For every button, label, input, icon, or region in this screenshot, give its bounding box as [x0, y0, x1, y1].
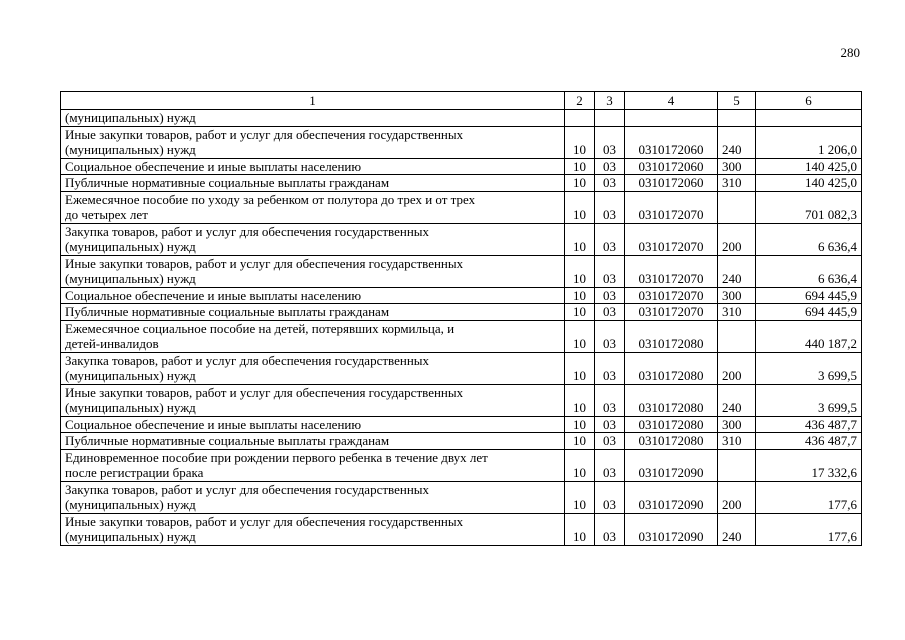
- row-name-cell: [61, 513, 565, 545]
- section-code-cell: 10: [565, 352, 595, 384]
- row-name-line: Публичные нормативные социальные выплаты гражданам: [65, 304, 390, 319]
- target-article-cell: 0310172090: [625, 481, 718, 513]
- expense-type-cell: 310: [718, 433, 756, 450]
- expense-type-cell: [718, 110, 756, 127]
- row-name-line: (муниципальных) нужд: [65, 239, 196, 254]
- table-row: [61, 352, 862, 384]
- section-code-cell: 10: [565, 304, 595, 321]
- expense-type-cell: [718, 191, 756, 223]
- subsection-code-cell: 03: [595, 287, 625, 304]
- subsection-code-cell: 03: [595, 191, 625, 223]
- table-row: [61, 449, 862, 481]
- target-article-cell: 0310172070: [625, 223, 718, 255]
- row-name-line: (муниципальных) нужд: [65, 271, 196, 286]
- page-number: 280: [840, 45, 860, 60]
- section-code-cell: [565, 110, 595, 127]
- row-name-line: Закупка товаров, работ и услуг для обеспечения государственных: [65, 352, 430, 368]
- row-name-line: Социальное обеспечение и иные выплаты населению: [65, 416, 362, 432]
- section-code-cell: 10: [565, 416, 595, 433]
- row-name-line: Иные закупки товаров, работ и услуг для обеспечения государственных: [65, 255, 464, 271]
- table-row: [61, 384, 862, 416]
- table-row: [61, 481, 862, 513]
- row-name-line: Ежемесячное социальное пособие на детей, потерявших кормильца, и: [65, 320, 455, 336]
- section-code-cell: 10: [565, 255, 595, 287]
- expense-type-cell: 300: [718, 416, 756, 433]
- section-code-cell: 10: [565, 481, 595, 513]
- amount-cell: 177,6: [756, 513, 862, 545]
- target-article-cell: 0310172060: [625, 158, 718, 175]
- row-name-cell: [61, 352, 565, 384]
- row-name-line: (муниципальных) нужд: [65, 368, 196, 383]
- table-row: [61, 304, 862, 321]
- table-header-row: [61, 92, 862, 110]
- budget-table-body: [61, 92, 862, 546]
- row-name-line: (муниципальных) нужд: [65, 529, 196, 544]
- row-name-line: Ежемесячное пособие по уходу за ребенком от полутора до трех и от трех: [65, 191, 476, 207]
- subsection-code-cell: 03: [595, 158, 625, 175]
- subsection-code-cell: 03: [595, 255, 625, 287]
- target-article-cell: 0310172080: [625, 320, 718, 352]
- header-cell-1: 1: [61, 92, 565, 110]
- row-name-line: Публичные нормативные социальные выплаты гражданам: [65, 433, 390, 448]
- expense-type-cell: 200: [718, 352, 756, 384]
- header-cell-3: 3: [595, 92, 625, 110]
- subsection-code-cell: 03: [595, 513, 625, 545]
- table-row: [61, 191, 862, 223]
- amount-cell: 694 445,9: [756, 287, 862, 304]
- row-name-line: Закупка товаров, работ и услуг для обеспечения государственных: [65, 223, 430, 239]
- table-row: [61, 126, 862, 158]
- target-article-cell: 0310172090: [625, 513, 718, 545]
- row-name-line: Социальное обеспечение и иные выплаты населению: [65, 287, 362, 303]
- expense-type-cell: 240: [718, 384, 756, 416]
- target-article-cell: 0310172080: [625, 384, 718, 416]
- expense-type-cell: 300: [718, 287, 756, 304]
- target-article-cell: 0310172060: [625, 126, 718, 158]
- row-name-cell: [61, 255, 565, 287]
- table-row: [61, 255, 862, 287]
- row-name-line: (муниципальных) нужд: [65, 142, 196, 157]
- target-article-cell: [625, 110, 718, 127]
- row-name-cell: [61, 416, 565, 433]
- row-name-cell: [61, 287, 565, 304]
- expense-type-cell: 200: [718, 481, 756, 513]
- amount-cell: 6 636,4: [756, 255, 862, 287]
- target-article-cell: 0310172070: [625, 255, 718, 287]
- section-code-cell: 10: [565, 126, 595, 158]
- row-name-cell: [61, 158, 565, 175]
- row-name-line: Иные закупки товаров, работ и услуг для обеспечения государственных: [65, 126, 464, 142]
- section-code-cell: 10: [565, 158, 595, 175]
- target-article-cell: 0310172080: [625, 416, 718, 433]
- row-name-cell: [61, 175, 565, 192]
- expense-type-cell: [718, 449, 756, 481]
- row-name-line: после регистрации брака: [65, 465, 204, 480]
- expense-type-cell: 310: [718, 175, 756, 192]
- subsection-code-cell: 03: [595, 433, 625, 450]
- target-article-cell: 0310172070: [625, 287, 718, 304]
- row-name-cell: [61, 320, 565, 352]
- row-name-cell: [61, 304, 565, 321]
- row-name-cell: [61, 110, 565, 127]
- amount-cell: 6 636,4: [756, 223, 862, 255]
- row-name-line: Социальное обеспечение и иные выплаты населению: [65, 158, 362, 174]
- expense-type-cell: [718, 320, 756, 352]
- header-cell-5: 5: [718, 92, 756, 110]
- row-name-line: (муниципальных) нужд: [65, 110, 196, 125]
- row-name-line: Публичные нормативные социальные выплаты гражданам: [65, 175, 390, 190]
- target-article-cell: 0310172080: [625, 433, 718, 450]
- subsection-code-cell: 03: [595, 320, 625, 352]
- subsection-code-cell: 03: [595, 304, 625, 321]
- row-name-line: Иные закупки товаров, работ и услуг для обеспечения государственных: [65, 384, 464, 400]
- amount-cell: [756, 110, 862, 127]
- table-row: [61, 158, 862, 175]
- section-code-cell: 10: [565, 175, 595, 192]
- amount-cell: 436 487,7: [756, 433, 862, 450]
- amount-cell: 436 487,7: [756, 416, 862, 433]
- table-row: [61, 416, 862, 433]
- row-name-line: до четырех лет: [65, 207, 148, 222]
- row-name-cell: [61, 433, 565, 450]
- table-row: [61, 287, 862, 304]
- section-code-cell: 10: [565, 449, 595, 481]
- row-name-line: Закупка товаров, работ и услуг для обеспечения государственных: [65, 481, 430, 497]
- row-name-line: (муниципальных) нужд: [65, 400, 196, 415]
- section-code-cell: 10: [565, 191, 595, 223]
- expense-type-cell: 310: [718, 304, 756, 321]
- amount-cell: 3 699,5: [756, 384, 862, 416]
- expense-type-cell: 240: [718, 126, 756, 158]
- row-name-cell: [61, 126, 565, 158]
- expense-type-cell: 240: [718, 255, 756, 287]
- amount-cell: 701 082,3: [756, 191, 862, 223]
- target-article-cell: 0310172070: [625, 191, 718, 223]
- subsection-code-cell: 03: [595, 384, 625, 416]
- amount-cell: 3 699,5: [756, 352, 862, 384]
- row-name-cell: [61, 481, 565, 513]
- row-name-line: детей-инвалидов: [65, 336, 159, 351]
- budget-table: [60, 91, 862, 546]
- subsection-code-cell: 03: [595, 175, 625, 192]
- target-article-cell: 0310172080: [625, 352, 718, 384]
- expense-type-cell: 240: [718, 513, 756, 545]
- target-article-cell: 0310172090: [625, 449, 718, 481]
- amount-cell: 177,6: [756, 481, 862, 513]
- subsection-code-cell: 03: [595, 416, 625, 433]
- expense-type-cell: 300: [718, 158, 756, 175]
- amount-cell: 440 187,2: [756, 320, 862, 352]
- target-article-cell: 0310172070: [625, 304, 718, 321]
- row-name-cell: [61, 449, 565, 481]
- row-name-cell: [61, 384, 565, 416]
- amount-cell: 140 425,0: [756, 158, 862, 175]
- amount-cell: 140 425,0: [756, 175, 862, 192]
- row-name-line: Единовременное пособие при рождении первого ребенка в течение двух лет: [65, 449, 488, 465]
- header-cell-6: 6: [756, 92, 862, 110]
- section-code-cell: 10: [565, 287, 595, 304]
- section-code-cell: 10: [565, 513, 595, 545]
- table-row: [61, 110, 862, 127]
- subsection-code-cell: 03: [595, 481, 625, 513]
- amount-cell: 1 206,0: [756, 126, 862, 158]
- table-row: [61, 175, 862, 192]
- subsection-code-cell: 03: [595, 223, 625, 255]
- section-code-cell: 10: [565, 223, 595, 255]
- subsection-code-cell: 03: [595, 352, 625, 384]
- table-row: [61, 433, 862, 450]
- amount-cell: 694 445,9: [756, 304, 862, 321]
- section-code-cell: 10: [565, 384, 595, 416]
- row-name-line: (муниципальных) нужд: [65, 497, 196, 512]
- target-article-cell: 0310172060: [625, 175, 718, 192]
- section-code-cell: 10: [565, 433, 595, 450]
- header-cell-2: 2: [565, 92, 595, 110]
- row-name-cell: [61, 223, 565, 255]
- subsection-code-cell: 03: [595, 126, 625, 158]
- table-row: [61, 513, 862, 545]
- section-code-cell: 10: [565, 320, 595, 352]
- table-row: [61, 320, 862, 352]
- header-cell-4: 4: [625, 92, 718, 110]
- amount-cell: 17 332,6: [756, 449, 862, 481]
- subsection-code-cell: 03: [595, 449, 625, 481]
- subsection-code-cell: [595, 110, 625, 127]
- row-name-cell: [61, 191, 565, 223]
- expense-type-cell: 200: [718, 223, 756, 255]
- table-row: [61, 223, 862, 255]
- row-name-line: Иные закупки товаров, работ и услуг для обеспечения государственных: [65, 513, 464, 529]
